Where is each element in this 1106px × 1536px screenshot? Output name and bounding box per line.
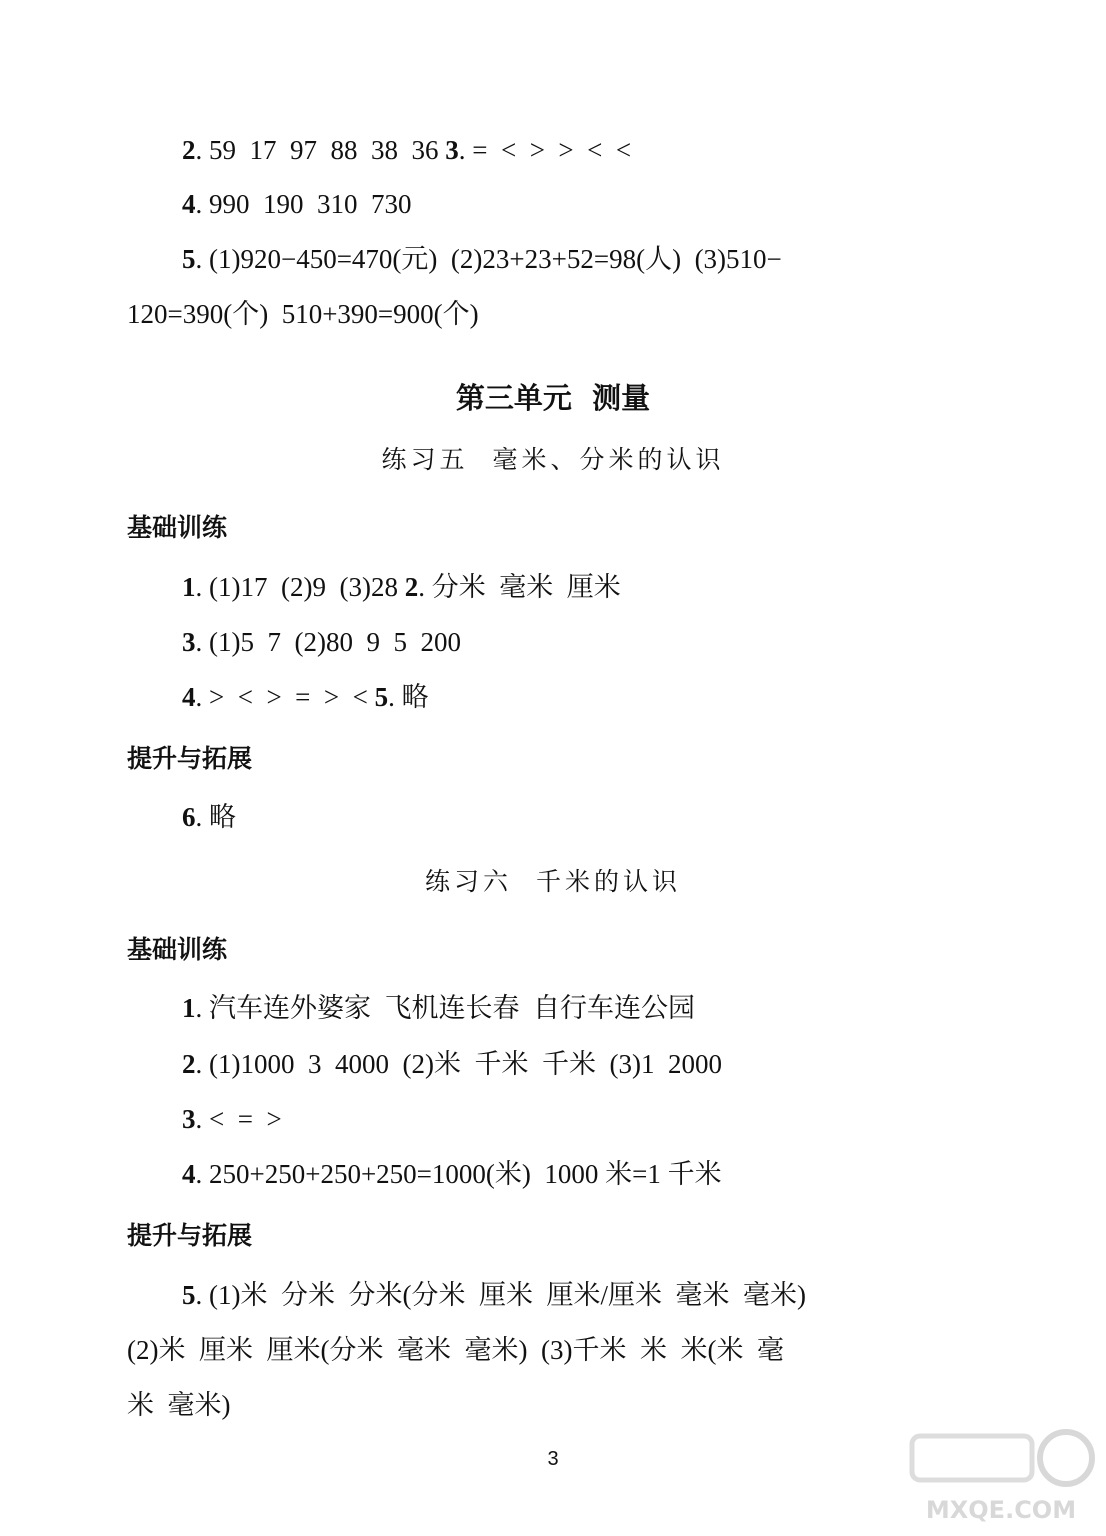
page-number: 3 xyxy=(547,1448,559,1470)
exercise5-basic-heading: 基础训练 xyxy=(127,513,228,542)
exercise5-q6: 6. 略 xyxy=(182,802,236,832)
answer-line-2-3: 2. 59 17 97 88 38 36 3. = < > > < < xyxy=(182,135,632,165)
answer-line-5: 5. (1)920−450=470(元) (2)23+23+52=98(人) (3)510− xyxy=(182,244,782,274)
exercise6-q4: 4. 250+250+250+250=1000(米) 1000 米=1 千米 xyxy=(182,1159,722,1189)
exercise6-basic-heading: 基础训练 xyxy=(127,935,228,964)
exercise5-title: 练习五 毫米、分米的认识 xyxy=(381,445,725,474)
exercise5-q4-q5: 4. > < > = > < 5. 略 xyxy=(182,682,429,712)
exercise6-title: 练习六 千米的认识 xyxy=(425,867,681,896)
exercise5-extension-heading: 提升与拓展 xyxy=(127,744,253,773)
answer-line-4: 4. 990 190 310 730 xyxy=(182,189,412,219)
exercise6-q3: 3. < = > xyxy=(182,1104,282,1134)
exercise6-q1: 1. 汽车连外婆家 飞机连长春 自行车连公园 xyxy=(182,993,695,1023)
watermark-logo xyxy=(906,1418,1096,1528)
answer-line-5-cont: 120=390(个) 510+390=900(个) xyxy=(127,299,479,329)
unit-title: 第三单元 测量 xyxy=(455,381,651,415)
watermark-text: MXQE.COM xyxy=(925,1496,1077,1524)
exercise6-q5-cont-2: 米 毫米) xyxy=(127,1390,231,1420)
exercise5-q3: 3. (1)5 7 (2)80 9 5 200 xyxy=(182,627,461,657)
exercise6-q5: 5. (1)米 分米 分米(分米 厘米 厘米/厘米 毫米 毫米) xyxy=(182,1280,806,1310)
exercise6-q2: 2. (1)1000 3 4000 (2)米 千米 千米 (3)1 2000 xyxy=(182,1049,722,1079)
exercise6-extension-heading: 提升与拓展 xyxy=(127,1221,253,1250)
exercise6-q5-cont-1: (2)米 厘米 厘米(分米 毫米 毫米) (3)千米 米 米(米 毫 xyxy=(127,1335,784,1365)
exercise5-q1-q2: 1. (1)17 (2)9 (3)28 2. 分米 毫米 厘米 xyxy=(182,572,621,602)
